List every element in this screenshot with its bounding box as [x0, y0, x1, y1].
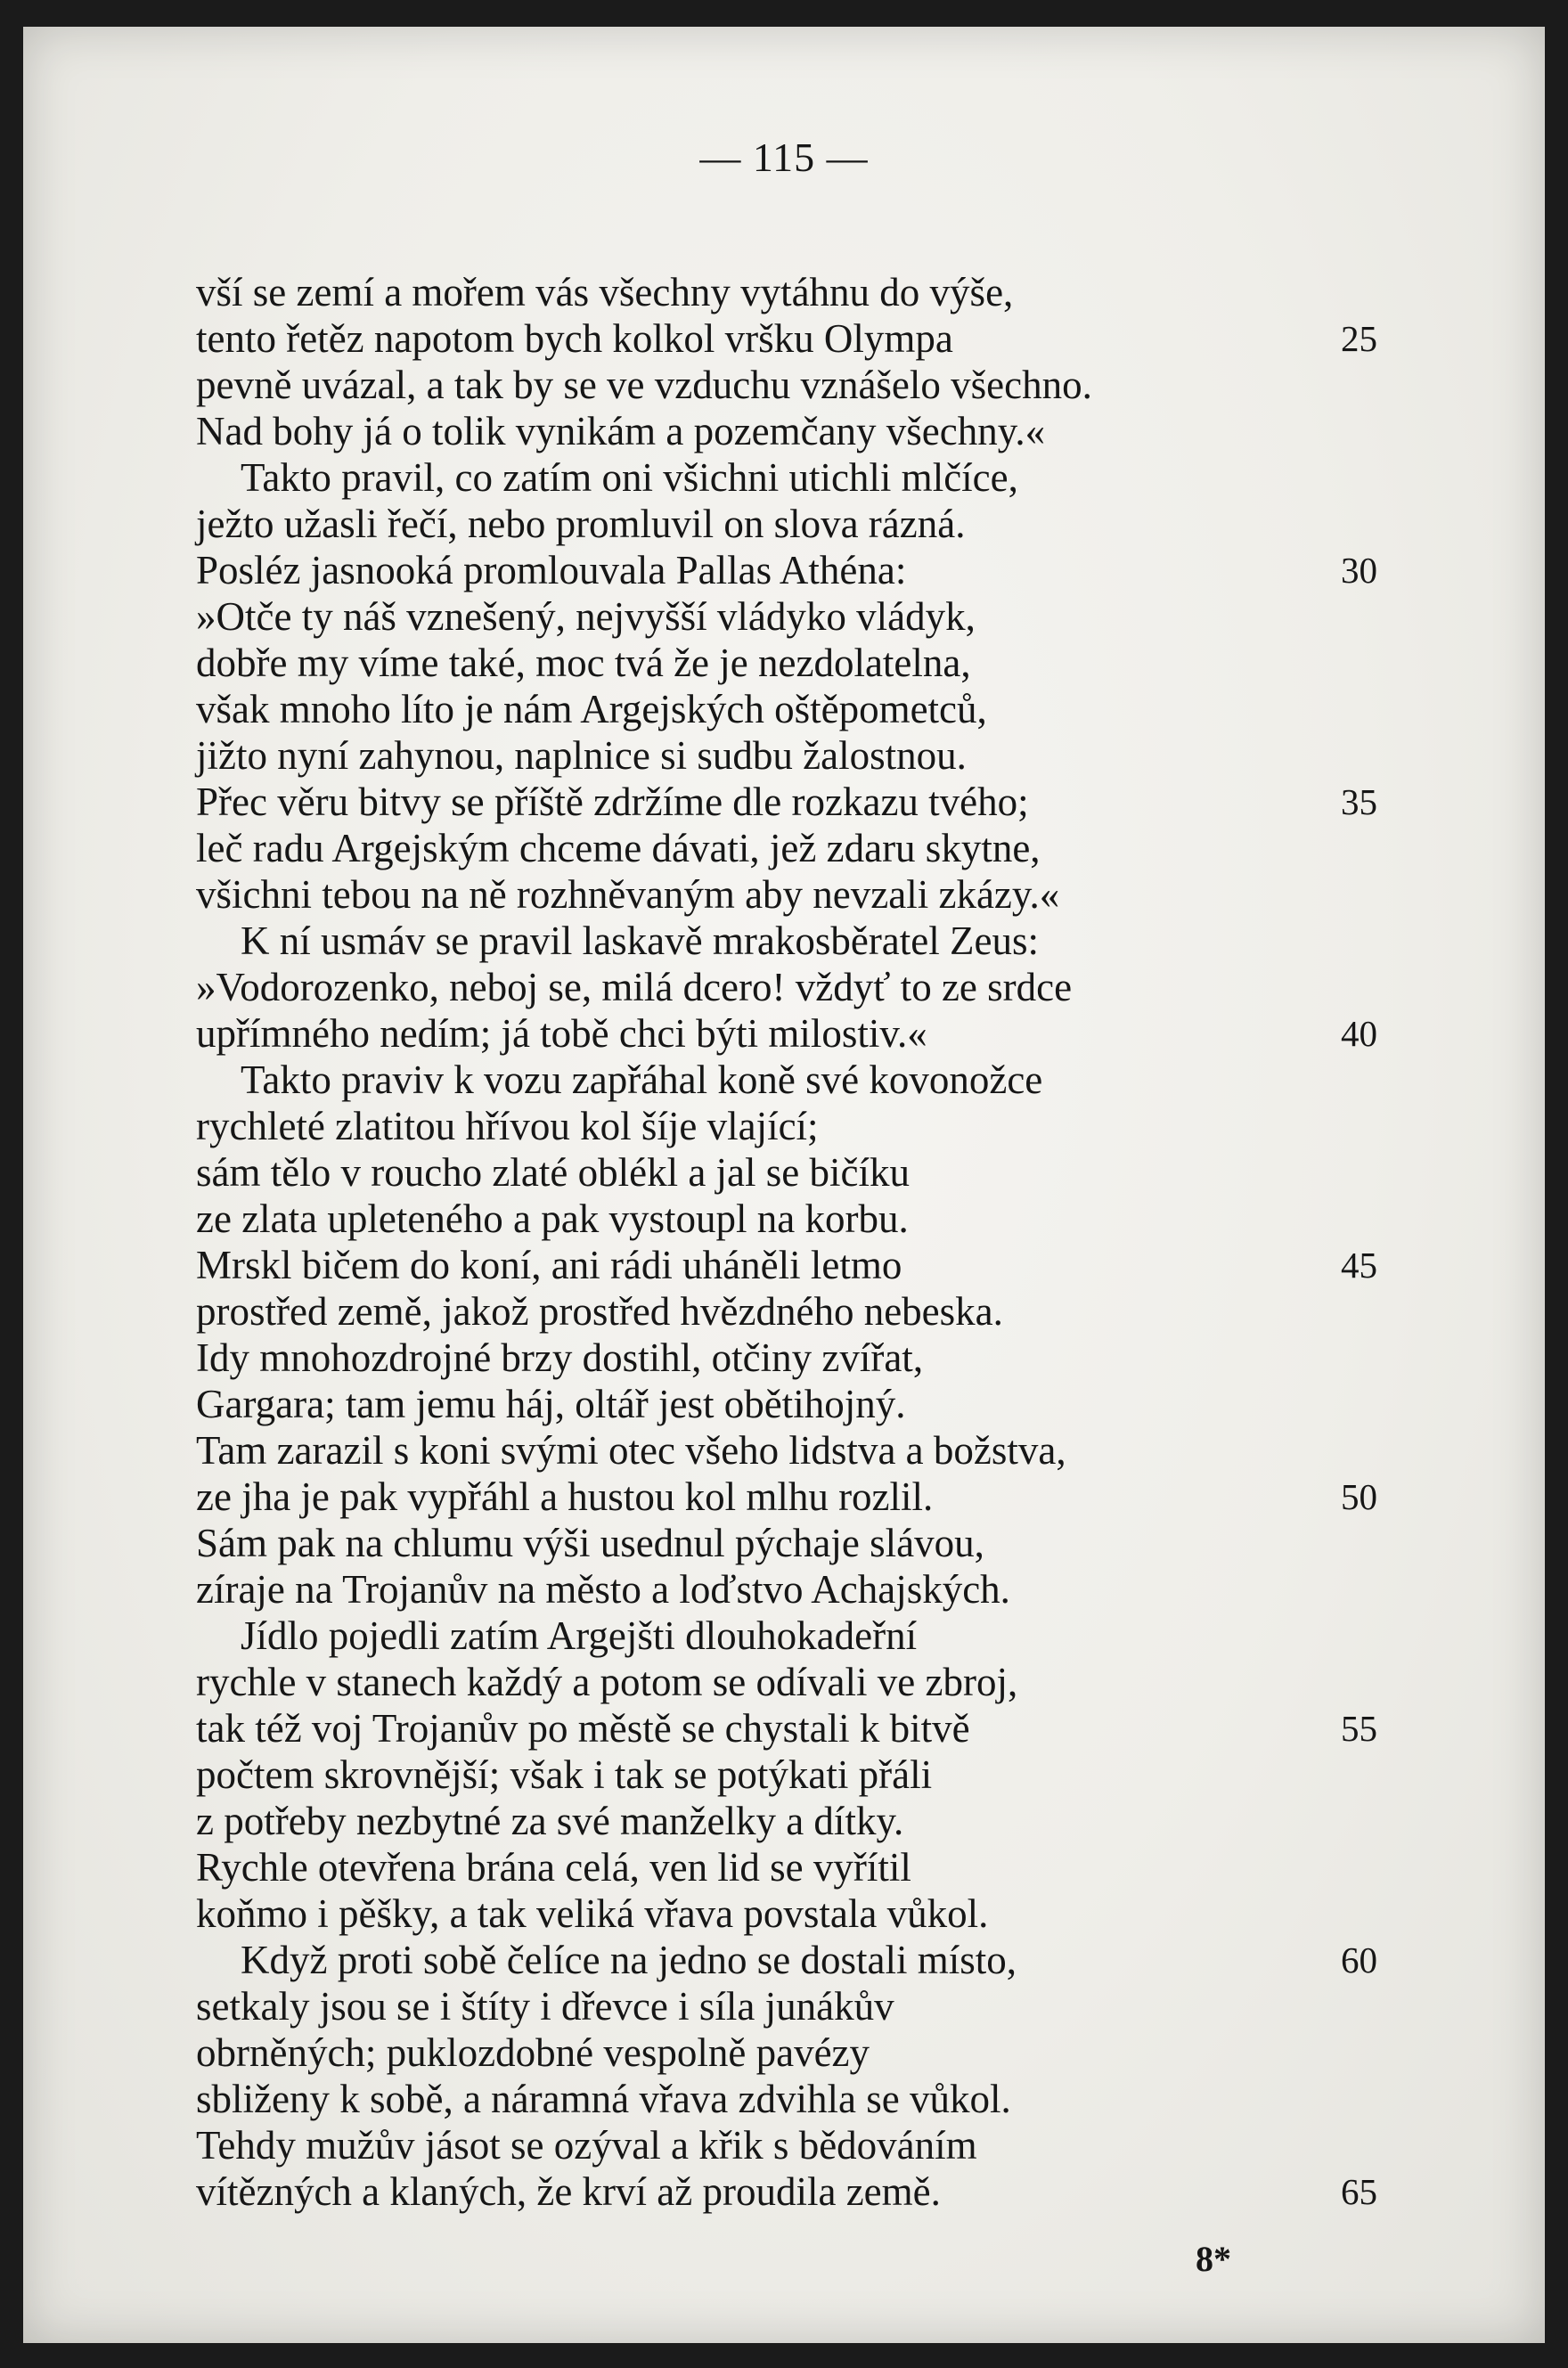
line-number: 60 [1341, 1939, 1377, 1980]
verse-line-text: obrněných; puklozdobné vespolně pavézy [196, 2030, 870, 2075]
verse-line [196, 1335, 1372, 1381]
verse-line [196, 1474, 1377, 1520]
verse-line-text: ze jha je pak vypřáhl a hustou kol mlhu rozlil. [196, 1474, 934, 1519]
verse-line-text: sám tělo v roucho zlaté oblékl a jal se bičíku [196, 1150, 910, 1195]
verse-line-text: zíraje na Trojanův na město a loďstvo Achajských. [196, 1567, 1010, 1612]
verse-line-text: Idy mnohozdrojné brzy dostihl, otčiny zvířat, [196, 1335, 924, 1380]
verse-line [196, 732, 1372, 779]
verse-line [196, 1288, 1372, 1335]
page-number: — 115 — [699, 135, 869, 180]
verse-line-text: Přec věru bitvy se příště zdržíme dle rozkazu tvého; [196, 780, 1029, 824]
verse-line [196, 1659, 1372, 1705]
verse-line [196, 1242, 1377, 1288]
verse-line-text: Nad bohy já o tolik vynikám a pozemčany všechny.« [196, 409, 1046, 453]
line-number: 30 [1341, 550, 1377, 591]
verse-line [196, 593, 1372, 640]
verse-line [196, 779, 1377, 825]
verse-line [196, 2029, 1372, 2076]
verse-line-text: vítězných a klaných, že krví až proudila země. [196, 2169, 941, 2214]
verse-line-text: však mnoho líto je nám Argejských oštěpometců, [196, 687, 987, 731]
verse-line-text: Takto pravil, co zatím oni všichni utichli mlčíce, [241, 455, 1018, 500]
verse-line-text: tento řetěz napotom bych kolkol vršku Olympa [196, 316, 953, 361]
verse-line [196, 1103, 1372, 1149]
verse-line-text: rychle v stanech každý a potom se odívali ve zbroj, [196, 1660, 1018, 1704]
verse-line [196, 1381, 1372, 1427]
verse-line [196, 1057, 1372, 1103]
verse-line [196, 1196, 1372, 1242]
verse-line-text: ze zlata upleteného a pak vystoupl na korbu. [196, 1196, 909, 1241]
line-number: 55 [1341, 1708, 1377, 1749]
line-number: 65 [1341, 2171, 1377, 2212]
verse-line [196, 362, 1372, 408]
verse-line [196, 1752, 1372, 1798]
verse-line [196, 547, 1377, 593]
verse-line [196, 1427, 1372, 1474]
verse-line [196, 640, 1372, 686]
verse-line [196, 1566, 1372, 1613]
verse-line [196, 2168, 1377, 2215]
verse-line-text: »Vodorozenko, neboj se, milá dcero! vždyť to ze srdce [196, 965, 1073, 1009]
verse-line [196, 1520, 1372, 1566]
verse-line [196, 1983, 1372, 2029]
book-page [23, 27, 1545, 2343]
verse-line-text: pevně uvázal, a tak by se ve vzduchu vznášelo všechno. [196, 363, 1092, 407]
verse-line-text: Rychle otevřena brána celá, ven lid se vyřítil [196, 1845, 911, 1890]
verse-line-text: Když proti sobě čelíce na jedno se dostali místo, [241, 1938, 1017, 1982]
verse-line [196, 1149, 1372, 1196]
verse-line [196, 871, 1372, 918]
verse-line [196, 501, 1372, 547]
line-number: 35 [1341, 781, 1377, 822]
verse-line [196, 2076, 1372, 2122]
verse-line-text: Tehdy mužův jásot se ozýval a křik s bědováním [196, 2123, 977, 2168]
verse-line-text: sbliženy k sobě, a náramná vřava zdvihla se vůkol. [196, 2077, 1011, 2121]
verse-line-text: Posléz jasnooká promlouvala Pallas Athéna: [196, 548, 907, 592]
verse-line [196, 1890, 1372, 1937]
line-number: 40 [1341, 1013, 1377, 1054]
verse-line-text: Sám pak na chlumu výši usednul pýchaje slávou, [196, 1521, 984, 1565]
verse-line [196, 2122, 1372, 2168]
verse-line-text: Tam zarazil s koni svými otec všeho lidstva a božstva, [196, 1428, 1066, 1473]
verse-line [196, 825, 1372, 871]
verse-line [196, 269, 1372, 315]
verse-line [196, 1613, 1372, 1659]
verse-line [196, 1010, 1377, 1057]
line-number: 25 [1341, 318, 1377, 359]
verse-line-text: leč radu Argejským chceme dávati, jež zdaru skytne, [196, 826, 1041, 870]
verse-line [196, 964, 1372, 1010]
verse-line-text: rychleté zlatitou hřívou kol šíje vlající; [196, 1104, 819, 1148]
verse-line [196, 686, 1372, 732]
verse-line-text: K ní usmáv se pravil laskavě mrakosběratel Zeus: [241, 919, 1039, 963]
verse-line-text: prostřed země, jakož prostřed hvězdného nebeska. [196, 1289, 1003, 1334]
verse-text [196, 269, 1377, 2215]
verse-line [196, 1937, 1377, 1983]
verse-line [196, 1705, 1377, 1752]
verse-line-text: Mrskl bičem do koní, ani rádi uháněli letmo [196, 1243, 902, 1287]
verse-line-text: Jídlo pojedli zatím Argejšti dlouhokadeřní [241, 1613, 918, 1658]
signature-mark: 8* [1196, 2239, 1231, 2279]
verse-line-text: počtem skrovnější; však i tak se potýkati přáli [196, 1752, 933, 1797]
line-number: 45 [1341, 1245, 1377, 1286]
verse-line-text: tak též voj Trojanův po městě se chystali k bitvě [196, 1706, 970, 1751]
verse-line-text: jižto nyní zahynou, naplnice si sudbu žalostnou. [196, 733, 967, 778]
verse-line [196, 315, 1377, 362]
verse-line-text: Takto praviv k vozu zapřáhal koně své kovonožce [241, 1057, 1043, 1102]
verse-line-text: dobře my víme také, moc tvá že je nezdolatelna, [196, 641, 971, 685]
verse-line-text: všichni tebou na ně rozhněvaným aby nevzali zkázy.« [196, 872, 1060, 917]
verse-line-text: Gargara; tam jemu háj, oltář jest obětihojný. [196, 1382, 906, 1426]
verse-line-text: z potřeby nezbytné za své manželky a dítky. [196, 1799, 904, 1843]
verse-line-text: upřímného nedím; já tobě chci býti milostiv.« [196, 1011, 927, 1056]
verse-line [196, 408, 1372, 454]
verse-line [196, 454, 1372, 501]
verse-line [196, 918, 1372, 964]
verse-line-text: »Otče ty náš vznešený, nejvyšší vládyko vládyk, [196, 594, 976, 639]
line-number: 50 [1341, 1476, 1377, 1517]
verse-line-text: ježto užasli řečí, nebo promluvil on slova rázná. [196, 502, 966, 546]
verse-line [196, 1798, 1372, 1844]
verse-line-text: vší se zemí a mořem vás všechny vytáhnu do výše, [196, 270, 1014, 314]
verse-line-text: setkaly jsou se i štíty i dřevce i síla junákův [196, 1984, 894, 2029]
verse-line-text: koňmo i pěšky, a tak veliká vřava povstala vůkol. [196, 1891, 989, 1936]
verse-line [196, 1844, 1372, 1890]
